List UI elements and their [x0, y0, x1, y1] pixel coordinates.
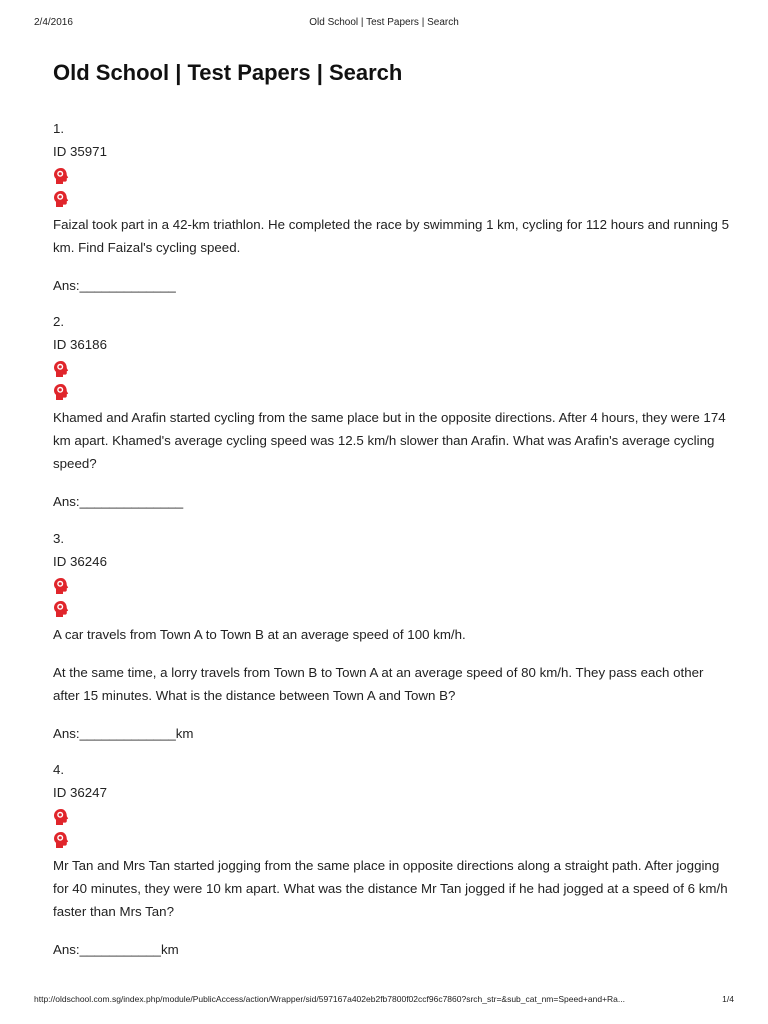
question-number: 3. — [53, 531, 65, 546]
question-text: A car travels from Town A to Town B at an average speed of 100 km/h. — [53, 627, 466, 642]
question-2 — [53, 310, 733, 513]
question-4 — [53, 758, 733, 961]
question-number: 4. — [53, 762, 65, 777]
question-id: ID 35971 — [53, 144, 107, 159]
page-number: 1/4 — [722, 994, 734, 1004]
question-text: Mr Tan and Mrs Tan started jogging from the same place in opposite directions along a straight path. After jogging for 40 minutes, they were 10 km apart. What was the distance Mr Tan jogged if he had jogged at a speed of 6 km/h faster than Mrs Tan? — [53, 858, 728, 919]
question-number: 2. — [53, 314, 65, 329]
head-idea-icon[interactable] — [53, 190, 69, 208]
question-id: ID 36246 — [53, 554, 107, 569]
question-icons — [53, 808, 733, 849]
answer-line: Ans:_____________ — [53, 278, 176, 293]
answer-line: Ans:___________km — [53, 942, 179, 957]
print-footer — [34, 994, 734, 1008]
question-text: Faizal took part in a 42-km triathlon. He completed the race by swimming 1 km, cycling for 112 hours and running 5 km. Find Faizal's cycling speed. — [53, 217, 729, 255]
answer-line: Ans:______________ — [53, 494, 184, 509]
head-idea-icon[interactable] — [53, 831, 69, 849]
print-date: 2/4/2016 — [34, 17, 73, 28]
question-icons — [53, 167, 733, 208]
question-3 — [53, 527, 733, 745]
print-header — [34, 17, 734, 31]
page-url: http://oldschool.com.sg/index.php/module/PublicAccess/action/Wrapper/sid/597167a402eb2fb7800f02ccf96c7860?srch_str=&sub_cat_nm=Speed+and+Ra... — [34, 994, 625, 1004]
head-idea-icon[interactable] — [53, 383, 69, 401]
question-text: Khamed and Arafin started cycling from the same place but in the opposite directions. After 4 hours, they were 174 km apart. Khamed's average cycling speed was 12.5 km/h slower than Arafin. What was Arafin's average cycling speed? — [53, 410, 726, 471]
head-idea-icon[interactable] — [53, 808, 69, 826]
question-id: ID 36186 — [53, 337, 107, 352]
question-1 — [53, 117, 733, 297]
head-idea-icon[interactable] — [53, 167, 69, 185]
question-icons — [53, 360, 733, 401]
page-title: Old School | Test Papers | Search — [53, 60, 403, 85]
head-idea-icon[interactable] — [53, 360, 69, 378]
print-title: Old School | Test Papers | Search — [309, 17, 459, 28]
question-number: 1. — [53, 121, 65, 136]
question-text: At the same time, a lorry travels from Town B to Town A at an average speed of 80 km/h. They pass each other after 15 minutes. What is the distance between Town A and Town B? — [53, 665, 704, 703]
head-idea-icon[interactable] — [53, 577, 69, 595]
question-id: ID 36247 — [53, 785, 107, 800]
answer-line: Ans:_____________km — [53, 726, 194, 741]
question-icons — [53, 577, 733, 618]
head-idea-icon[interactable] — [53, 600, 69, 618]
